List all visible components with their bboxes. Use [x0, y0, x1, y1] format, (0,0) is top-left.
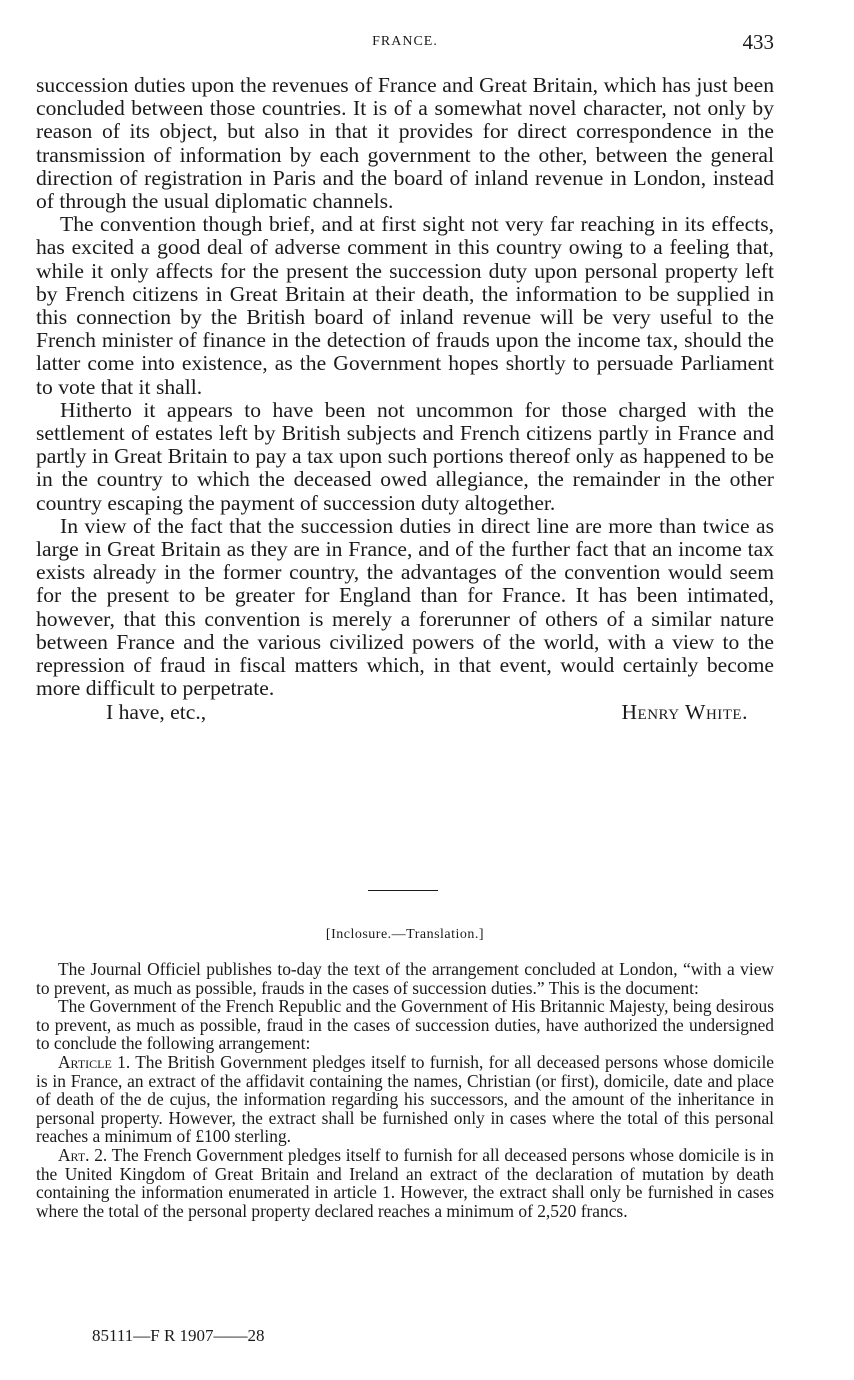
article-1-text: The British Government pledges itself to furnish, for all deceased persons whose domicile is in France, an extract of the affidavit containing the names, Christian (or first), domicile, date and place of death of the de cujus, the information regarding his successors, and the amount of the inheritance in personal property. However, the extract shall be furnished only in cases where the total of this personal reaches a minimum of £100 sterling. — [36, 1051, 774, 1147]
letter-body — [36, 74, 774, 727]
section-divider — [368, 890, 438, 891]
letter-paragraph: In view of the fact that the succession duties in direct line are more than twice as large in Great Britain as they are in France, and of the further fact that an income tax exists already in the former country, the advantages of the convention would seem for the present to be greater for England than for France. It has been intimated, however, that this convention is merely a forerunner of others of a similar nature between France and the various civilized powers of the world, with a view to the repression of fraud in fiscal matters which, in that event, would certainly become more difficult to perpetrate. — [36, 513, 774, 701]
inclosure-body — [36, 960, 774, 1220]
section-title: FRANCE. — [372, 34, 438, 49]
inclosure-heading: [Inclosure.—Translation.] — [325, 927, 485, 942]
letter-paragraph: Hitherto it appears to have been not uncommon for those charged with the settlement of estates left by British subjects and French citizens partly in France and partly in Great Britain to pay a tax upon such portions thereof only as happened to be in the country to which the deceased owed allegiance, the remainder in the other country escaping the payment of succession duty altogether. — [36, 397, 774, 515]
running-head — [36, 30, 774, 54]
signature-line — [36, 701, 774, 727]
article-2-text: The French Government pledges itself to furnish for all deceased persons whose domicile is in the United Kingdom of Great Britain and Ireland an extract of the declaration of mutation by death containing the information enumerated in article 1. However, the extract shall only be furnished in cases where the total of the personal property declared reaches a minimum of 2,520 francs. — [36, 1144, 774, 1221]
article-1-label: Article 1. — [58, 1051, 131, 1072]
print-code: 85111—F R 1907——28 — [92, 1326, 265, 1345]
page-number: 433 — [742, 30, 774, 54]
inclosure-intro: The Journal Officiel publishes to-day the text of the arrangement concluded at London, “with a view to prevent, as much as possible, frauds in the cases of succession duties.” This is the document: — [36, 959, 774, 998]
document-page — [36, 0, 774, 1380]
inclosure-preamble: The Government of the French Republic and the Government of His Britannic Majesty, being desirous to prevent, as much as possible, fraud in the cases of succession duties, have authorized the undersigned to conclude the following arrangement: — [36, 996, 774, 1054]
signer-name: Henry White. — [621, 700, 748, 725]
letter-paragraph: The convention though brief, and at first sight not very far reaching in its effects, has excited a good deal of adverse comment in this country owing to a feeling that, while it only affects for the present the succession duty upon personal property left by French citizens in Great Britain at their death, the information to be supplied in this connection by the British board of inland revenue will be very useful to the French minister of finance in the detection of frauds upon the income tax, should the latter come into existence, as the Government hopes shortly to persuade Parliament to vote that it shall. — [36, 212, 774, 399]
article-2-label: Art. 2. — [58, 1144, 108, 1165]
closing-phrase: I have, etc., — [106, 700, 207, 725]
article-2 — [36, 1146, 774, 1220]
letter-paragraph: succession duties upon the revenues of France and Great Britain, which has just been concluded between those countries. It is of a somewhat novel character, not only by reason of its object, but also in that it provides for direct correspondence in the transmission of information by each government to the other, between the general direction of registration in Paris and the board of inland revenue in London, instead of through the usual diplomatic channels. — [36, 73, 774, 214]
article-1 — [36, 1053, 774, 1146]
